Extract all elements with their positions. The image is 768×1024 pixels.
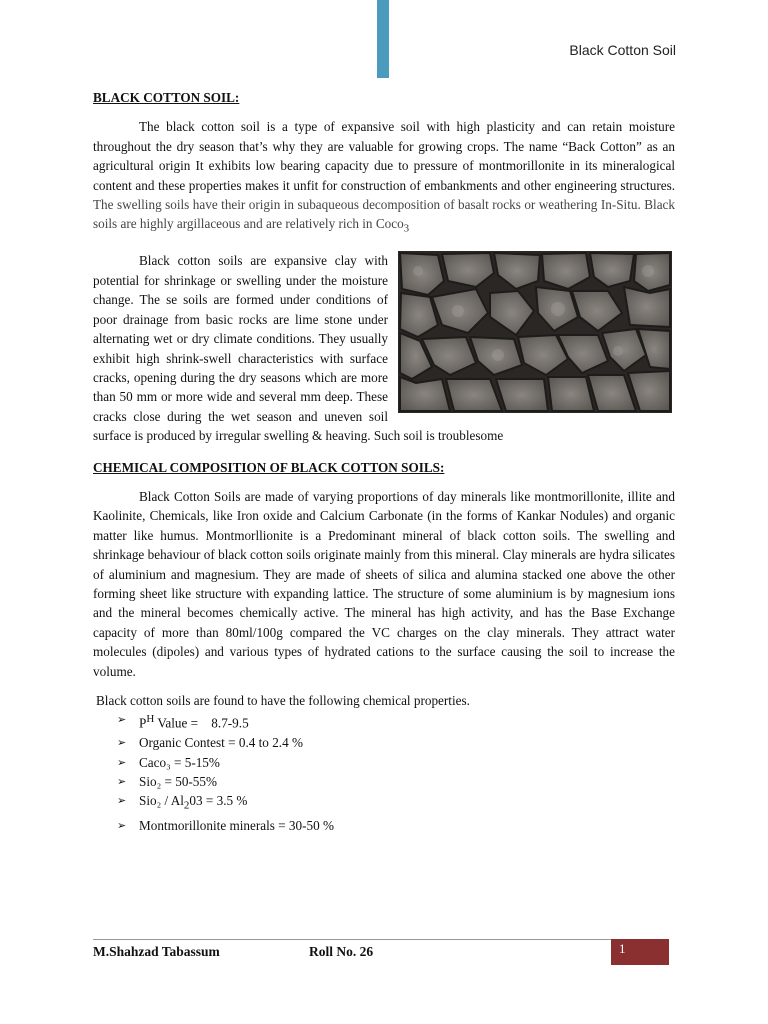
arrow-bullet-icon: ➢ (117, 755, 127, 769)
document-body (93, 88, 675, 836)
list-item: ➢ Organic Contest = 0.4 to 2.4 % (117, 733, 675, 752)
chemical-properties-list (93, 710, 675, 835)
list-item: ➢ $P^H$ Value = 8.7-9.5 (117, 710, 675, 733)
list-item: ➢ Montmorillonite minerals = 30-50 % (117, 816, 675, 835)
header-title: Black Cotton Soil (569, 42, 676, 58)
paragraph-chemical-composition: Black Cotton Soils are made of varying proportions of day minerals like montmorillonite, illite and Kaolinite, Chemicals, like Iron oxide and Calcium Carbonate (in the forms of Kankar Nodules) and organic matter like humus. Montmorllionite is a Predominant mineral of black cotton soils. The swelling and shrinkage behaviour of black cotton soils originate mainly from this mineral. Clay minerals are hydra silicates of aluminium and magnesium. They are made of sheets of silica and alumina stacked one above the other forming sheet like structure with expanding lattice. The structure of some aluminium is by magnesium ions and the mineral becomes chemically active. The mineral has high activity, and has the Base Exchange capacity of more than 80ml/100g compared the VC charges on the clay minerals. They attract water molecules (dipoles) and various types of hydrated cations to the surface causing the soil to increase the volume. (93, 488, 675, 679)
footer-roll-number: Roll No. 26 (309, 944, 374, 959)
arrow-bullet-icon: ➢ (117, 736, 127, 750)
list-item: ➢ $Sio_2 / Al_203 = 3.5$ % (117, 793, 248, 813)
list-item: ➢ Sio₂ = 50-55% (117, 772, 675, 791)
section-heading-black-cotton-soil: BLACK COTTON SOIL: (93, 90, 240, 105)
list-item: ➢ Caco₃ = 5-15% (117, 753, 675, 772)
section-heading-chemical-composition: CHEMICAL COMPOSITION OF BLACK COTTON SOILS: (93, 459, 445, 475)
paragraph-intro (93, 117, 675, 239)
page-number-badge: 1 (611, 939, 669, 965)
arrow-bullet-icon: ➢ (117, 794, 127, 808)
paragraph-intro-gray: The swelling soils have their origin in subaqueous decomposition of basalt rocks or weathering In-Situ. Black soils are highly argillaceous and are relatively rich in Coco$_3$ (93, 197, 675, 236)
arrow-bullet-icon: ➢ (117, 775, 127, 789)
arrow-bullet-icon: ➢ (117, 819, 127, 833)
paragraph-intro-main: The black cotton soil is a type of expansive soil with high plasticity and can retain moisture throughout the dry season that’s why they are valuable for growing crops. The name “Back Cotton” as an agricultural origin It exhibits low bearing capacity due to pressure of montmorillonite in its mineralogical content and these properties makes it unfit for construction of embankments and other engineering structures. (93, 119, 675, 193)
cracked-soil-photo (398, 251, 672, 413)
footer-divider (93, 939, 669, 940)
paragraph-expansive-clay: Black cotton soils are expansive clay with potential for shrinkage or swelling under the moisture change. The se soils are formed under conditions of poor drainage from basic rocks are lime stone under alternating wet or dry climate conditions. They usually exhibit high shrink-swell characteristics with surface cracks, opening during the dry seasons which are more than 50 mm or more wide and several mm deep. These cracks close during the wet season and uneven soil surface is produced by irregular swelling & heaving. Such soil is troublesome (93, 253, 504, 444)
header-accent-bar (377, 0, 389, 78)
arrow-bullet-icon: ➢ (117, 713, 127, 727)
properties-intro: Black cotton soils are found to have the following chemical properties. (96, 693, 470, 709)
footer-author: M.Shahzad Tabassum (93, 944, 220, 959)
